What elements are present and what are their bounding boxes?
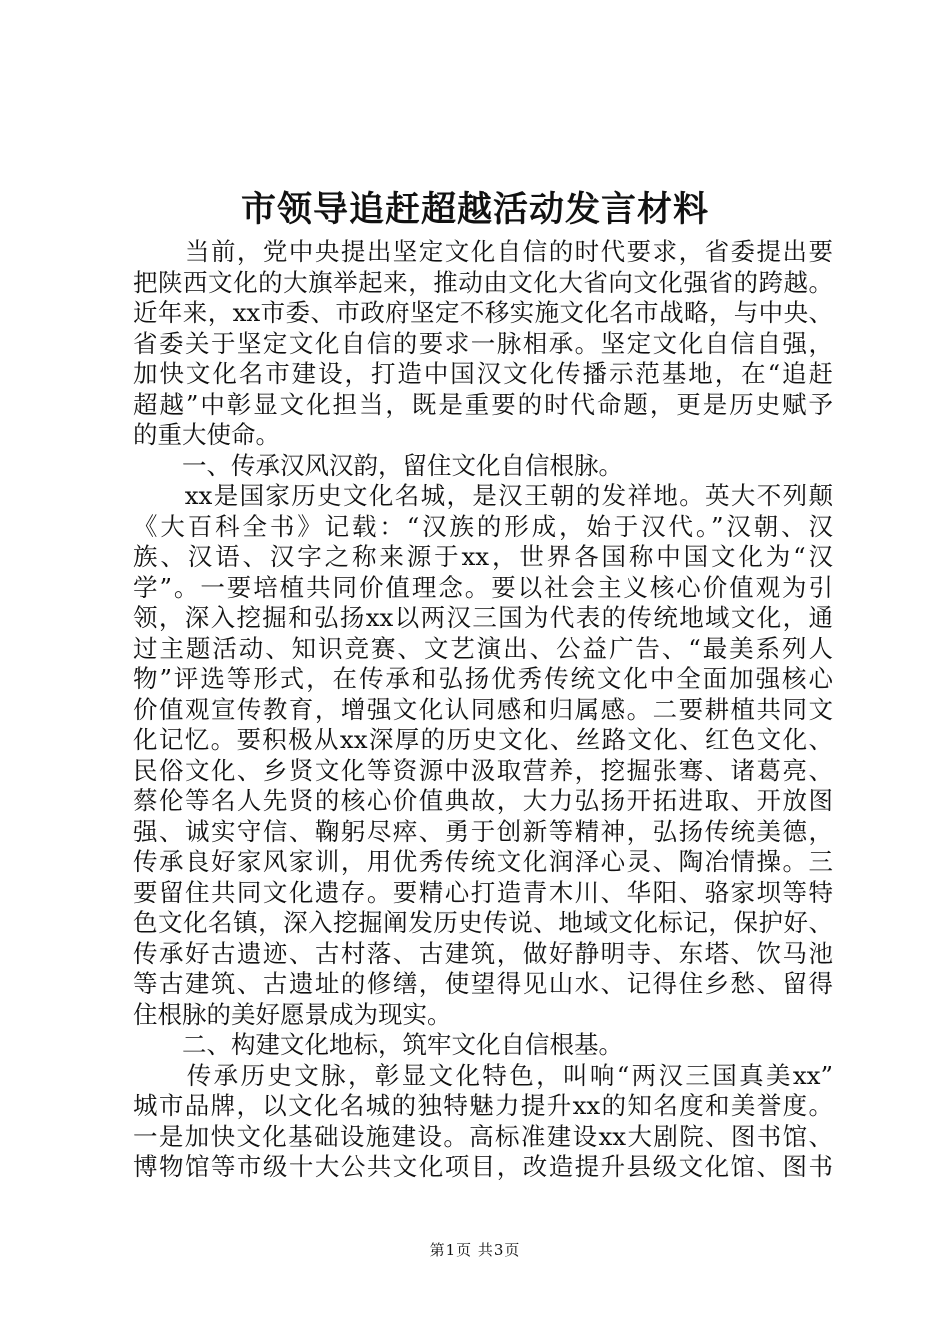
- body-line: 强、诚实守信、鞠躬尽瘁、勇于创新等精神，弘扬传统美德，: [133, 816, 833, 846]
- body-line: 《大百科全书》记载：“汉族的形成，始于汉代。”汉朝、汉: [133, 511, 833, 541]
- body-line: 传承好古遗迹、古村落、古建筑，做好静明寺、东塔、饮马池: [133, 938, 833, 968]
- body-line: 物”评选等形式，在传承和弘扬优秀传统文化中全面加强核心: [133, 664, 833, 693]
- body-line: 学”。一要培植共同价值理念。要以社会主义核心价值观为引: [133, 572, 833, 602]
- body-line: 城市品牌，以文化名城的独特魅力提升xx的知名度和美誉度。: [133, 1091, 833, 1120]
- body-line: 把陕西文化的大旗举起来，推动由文化大省向文化强省的跨越。: [133, 267, 833, 297]
- body-line: 的重大使命。: [133, 420, 280, 449]
- page-footer: 第1页 共3页: [429, 1241, 521, 1259]
- document-title: 市领导追赶超越活动发言材料: [240, 189, 709, 230]
- body-line: xx是国家历史文化名城，是汉王朝的发祥地。英大不列颠: [133, 481, 833, 510]
- body-line: 一、传承汉风汉韵，留住文化自信根脉。: [133, 450, 623, 480]
- body-line: 价值观宣传教育，增强文化认同感和归属感。二要耕植共同文: [133, 694, 833, 724]
- document-body: [133, 237, 833, 1183]
- body-line: 博物馆等市级十大公共文化项目，改造提升县级文化馆、图书: [133, 1152, 833, 1181]
- body-line: 住根脉的美好愿景成为现实。: [133, 999, 452, 1029]
- body-line: 传承历史文脉，彰显文化特色，叫响“两汉三国真美xx”: [133, 1060, 833, 1090]
- body-line: 蔡伦等名人先贤的核心价值典故，大力弘扬开拓进取、开放图: [133, 786, 833, 815]
- body-line: 民俗文化、乡贤文化等资源中汲取营养，挖掘张骞、诸葛亮、: [133, 755, 833, 785]
- body-line: 等古建筑、古遗址的修缮，使望得见山水、记得住乡愁、留得: [133, 969, 833, 998]
- body-line: 近年来，xx市委、市政府坚定不移实施文化名市战略，与中央、: [133, 298, 833, 327]
- body-line: 一是加快文化基础设施建设。高标准建设xx大剧院、图书馆、: [133, 1121, 833, 1151]
- body-line: 过主题活动、知识竞赛、文艺演出、公益广告、“最美系列人: [133, 633, 833, 663]
- body-line: 二、构建文化地标，筑牢文化自信根基。: [133, 1030, 623, 1059]
- body-line: 色文化名镇，深入挖掘阐发历史传说、地域文化标记，保护好、: [133, 908, 833, 937]
- body-line: 化记忆。要积极从xx深厚的历史文化、丝路文化、红色文化、: [133, 725, 833, 754]
- body-line: 族、汉语、汉字之称来源于xx，世界各国称中国文化为“汉: [133, 542, 833, 571]
- body-line: 要留住共同文化遗存。要精心打造青木川、华阳、骆家坝等特: [133, 877, 833, 907]
- body-line: 传承良好家风家训，用优秀传统文化润泽心灵、陶冶情操。三: [133, 847, 833, 876]
- body-line: 省委关于坚定文化自信的要求一脉相承。坚定文化自信自强，: [133, 328, 833, 358]
- body-line: 超越”中彰显文化担当，既是重要的时代命题，更是历史赋予: [133, 389, 833, 419]
- body-line: 加快文化名市建设，打造中国汉文化传播示范基地，在“追赶: [133, 359, 833, 388]
- body-line: 领，深入挖掘和弘扬xx以两汉三国为代表的传统地域文化，通: [133, 603, 833, 632]
- body-line: 当前，党中央提出坚定文化自信的时代要求，省委提出要: [133, 237, 833, 266]
